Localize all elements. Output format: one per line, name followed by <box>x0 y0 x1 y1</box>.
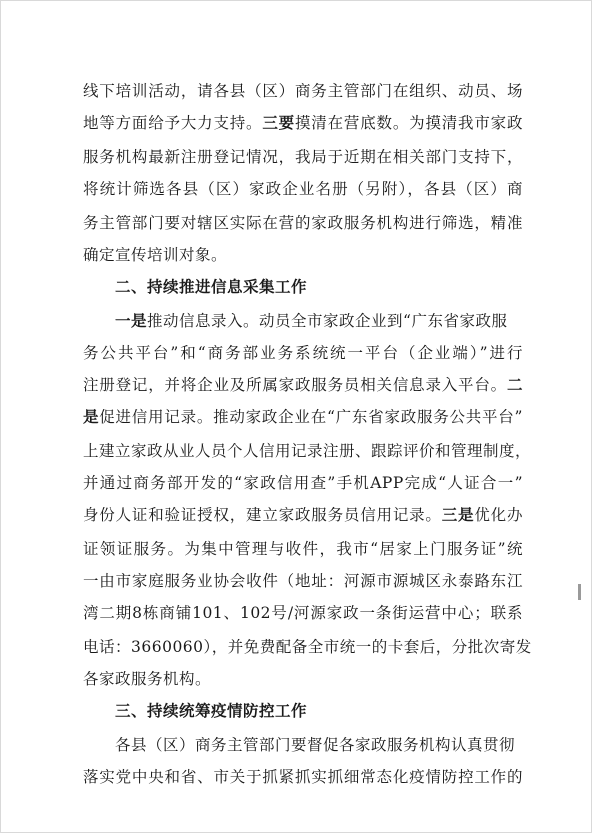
paragraph-line <box>83 539 523 559</box>
line-text: 落实党中央和省、市关于抓紧抓实抓细常态化疫情防控工作的 <box>83 768 523 786</box>
paragraph-line <box>83 213 523 233</box>
paragraph-line <box>83 505 523 525</box>
paragraph-line <box>83 113 523 133</box>
margin-mark <box>578 584 581 600</box>
paragraph-line <box>83 179 523 199</box>
line-text: 身份人证和验证授权，建立家政服务员信用记录。 <box>83 506 442 524</box>
line-text: 注册登记，并将企业及所属家政服务员相关信息录入平台。 <box>83 376 507 394</box>
paragraph-line <box>83 571 523 591</box>
line-text: 证领证服务。为集中管理与收件，我市“居家上门服务证”统 <box>83 540 523 558</box>
paragraph-line <box>83 669 523 689</box>
line-text: 上建立家政从业人员个人信用记录注册、跟踪评价和管理制度， <box>83 442 532 460</box>
line-text: 线下培训活动，请各县（区）商务主管部门在组织、动员、场 <box>83 82 523 100</box>
line-text: 各县（区）商务主管部门要督促各家政服务机构认真贯彻 <box>115 736 516 754</box>
line-text: 促进信用记录。推动家政企业在“广东省家政服务公共平台” <box>99 408 523 426</box>
paragraph-line <box>83 343 523 363</box>
line-text: 各家政服务机构。 <box>83 670 212 688</box>
paragraph-line <box>115 311 523 331</box>
emphasis-text: 二 <box>506 376 523 394</box>
line-text: 一由市家庭服务业协会收件（地址：河源市源城区永泰路东江 <box>83 572 523 590</box>
paragraph-line <box>83 245 523 265</box>
line-text: 确定宣传培训对象。 <box>83 246 228 264</box>
section-heading <box>115 277 523 297</box>
emphasis-text: 三要 <box>262 114 295 132</box>
line-text: 湾二期8栋商铺101、102号/河源家政一条街运营中心；联系 <box>83 604 523 622</box>
paragraph-line <box>83 473 523 493</box>
line-text: 务主管部门要对辖区实际在营的家政服务机构进行筛选，精准 <box>83 214 523 232</box>
paragraph-line <box>83 375 523 395</box>
emphasis-text: 二、持续推进信息采集工作 <box>115 278 308 296</box>
paragraph-line <box>83 407 523 427</box>
paragraph-line <box>83 441 532 461</box>
line-text: 摸清在营底数。为摸清我市家政 <box>295 114 523 132</box>
line-text: 电话：3660060），并免费配备全市统一的卡套后，分批次寄发 <box>83 638 532 656</box>
paragraph-line <box>83 637 532 657</box>
emphasis-text: 一是 <box>115 312 148 330</box>
emphasis-text: 三是 <box>441 506 475 524</box>
line-text: 服务机构最新注册登记情况，我局于近期在相关部门支持下， <box>83 148 523 166</box>
line-text: 并通过商务部开发的“家政信用查”手机APP完成“人证合一” <box>83 474 523 492</box>
line-text: 地等方面给予大力支持。 <box>83 114 263 132</box>
paragraph-line <box>83 81 523 101</box>
paragraph-line <box>83 147 523 167</box>
section-heading <box>115 701 523 721</box>
emphasis-text: 三、持续统筹疫情防控工作 <box>115 702 308 720</box>
paragraph-line <box>83 603 523 623</box>
paragraph-line <box>115 735 523 755</box>
line-text: 将统计筛选各县（区）家政企业名册（另附），各县（区）商 <box>83 180 523 198</box>
line-text: 优化办 <box>474 506 523 524</box>
line-text: 务公共平台”和“商务部业务系统统一平台（企业端）”进行 <box>83 344 523 362</box>
line-text: 推动信息录入。动员全市家政企业到“广东省家政服 <box>147 312 508 330</box>
paragraph-line <box>83 767 523 787</box>
emphasis-text: 是 <box>83 408 100 426</box>
